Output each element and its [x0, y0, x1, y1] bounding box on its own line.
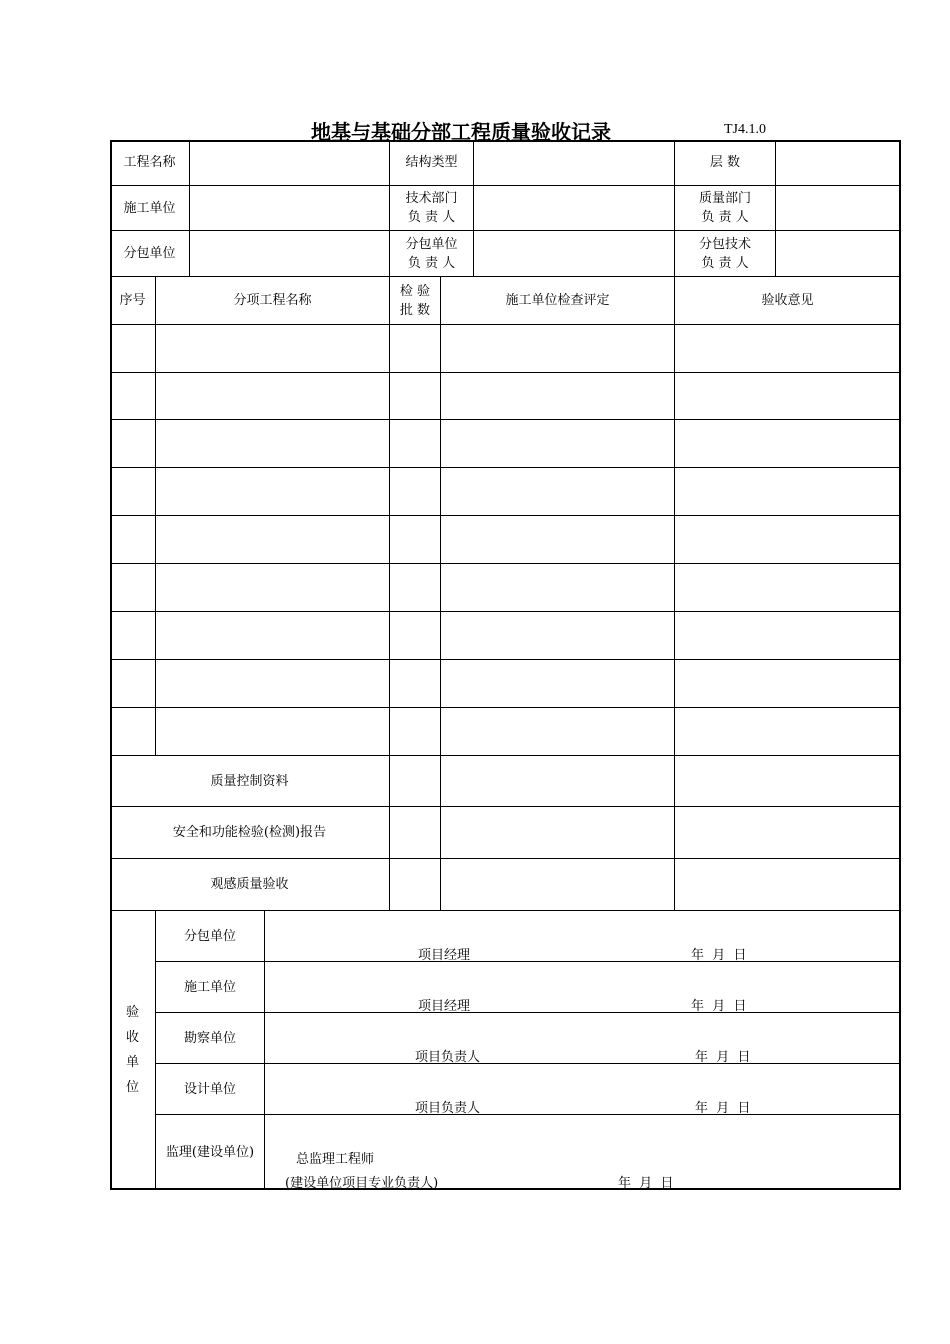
- summary-safety-report-opinion[interactable]: [675, 807, 901, 859]
- unit-subcontract: 分包单位: [156, 911, 265, 962]
- col-acceptance: 验收意见: [675, 277, 901, 325]
- item-row-4-name[interactable]: [156, 468, 390, 516]
- item-row-4-check[interactable]: [441, 468, 675, 516]
- item-row-8-seq[interactable]: [110, 660, 156, 708]
- item-row-2-seq[interactable]: [110, 373, 156, 420]
- unit-design-date: 年 月 日: [695, 1101, 751, 1116]
- summary-safety-report-count[interactable]: [390, 807, 441, 859]
- summary-quality-docs-count[interactable]: [390, 756, 441, 807]
- field-quality-dept-head[interactable]: [776, 186, 901, 231]
- field-tech-dept-head[interactable]: [474, 186, 675, 231]
- item-row-8-name[interactable]: [156, 660, 390, 708]
- unit-supervision-signer-1: 总监理工程师: [296, 1152, 375, 1167]
- unit-design-signer: 项目负责人: [415, 1101, 481, 1116]
- item-row-5-check[interactable]: [441, 516, 675, 564]
- item-row-6-batch[interactable]: [390, 564, 441, 612]
- col-self-check: 施工单位检查评定: [441, 277, 675, 325]
- item-row-2-batch[interactable]: [390, 373, 441, 420]
- field-project-name[interactable]: [190, 140, 390, 186]
- item-row-9-name[interactable]: [156, 708, 390, 756]
- item-row-7-check[interactable]: [441, 612, 675, 660]
- field-construction-unit[interactable]: [190, 186, 390, 231]
- item-row-4-batch[interactable]: [390, 468, 441, 516]
- label-subcontract-unit: 分包单位: [110, 231, 190, 277]
- label-sub-unit-head-line2: 负 责 人: [407, 255, 456, 271]
- unit-survey: 勘察单位: [156, 1013, 265, 1064]
- field-floors[interactable]: [776, 140, 901, 186]
- item-row-9-batch[interactable]: [390, 708, 441, 756]
- label-sub-tech-head-line2: 负 责 人: [701, 255, 749, 271]
- item-row-1-opinion[interactable]: [675, 325, 901, 373]
- unit-construction-date: 年 月 日: [691, 999, 747, 1014]
- item-row-6-check[interactable]: [441, 564, 675, 612]
- item-row-7-name[interactable]: [156, 612, 390, 660]
- form-code: TJ4.1.0: [724, 122, 766, 137]
- item-row-2-opinion[interactable]: [675, 373, 901, 420]
- label-sub-tech-head: [675, 231, 776, 277]
- item-row-8-opinion[interactable]: [675, 660, 901, 708]
- item-row-1-seq[interactable]: [110, 325, 156, 373]
- item-row-1-name[interactable]: [156, 325, 390, 373]
- field-sub-tech-head[interactable]: [776, 231, 901, 277]
- summary-safety-report: 安全和功能检验(检测)报告: [110, 807, 390, 859]
- unit-supervision: 监理(建设单位): [156, 1115, 265, 1190]
- unit-construction-sign-area[interactable]: [265, 962, 901, 1013]
- item-row-9-opinion[interactable]: [675, 708, 901, 756]
- item-row-3-name[interactable]: [156, 420, 390, 468]
- unit-supervision-date: 年 月 日: [618, 1176, 674, 1191]
- item-row-7-opinion[interactable]: [675, 612, 901, 660]
- unit-survey-sign-area[interactable]: [265, 1013, 901, 1064]
- col-item-name: 分项工程名称: [156, 277, 390, 325]
- label-project-name: 工程名称: [110, 140, 190, 186]
- summary-quality-docs-opinion[interactable]: [675, 756, 901, 807]
- summary-safety-report-check[interactable]: [441, 807, 675, 859]
- label-quality-dept-line1: 质量部门: [698, 191, 751, 206]
- field-subcontract-unit[interactable]: [190, 231, 390, 277]
- unit-survey-date: 年 月 日: [695, 1050, 751, 1065]
- label-construction-unit: 施工单位: [110, 186, 190, 231]
- acceptance-char-4: 位: [125, 1080, 139, 1095]
- label-tech-dept-line2: 负 责 人: [407, 210, 456, 225]
- unit-construction-signer: 项目经理: [418, 999, 471, 1014]
- unit-design-sign-area[interactable]: [265, 1064, 901, 1115]
- item-row-5-batch[interactable]: [390, 516, 441, 564]
- item-row-2-name[interactable]: [156, 373, 390, 420]
- item-row-7-seq[interactable]: [110, 612, 156, 660]
- col-batch-line2: 批 数: [399, 302, 431, 318]
- item-row-6-seq[interactable]: [110, 564, 156, 612]
- unit-subcontract-signer: 项目经理: [418, 948, 471, 963]
- acceptance-char-1: 验: [125, 1005, 139, 1020]
- item-row-8-batch[interactable]: [390, 660, 441, 708]
- summary-appearance-count[interactable]: [390, 859, 441, 911]
- item-row-3-batch[interactable]: [390, 420, 441, 468]
- label-sub-unit-head-line1: 分包单位: [405, 236, 458, 252]
- summary-quality-docs-check[interactable]: [441, 756, 675, 807]
- summary-quality-docs: 质量控制资料: [110, 756, 390, 807]
- label-sub-unit-head: [390, 231, 474, 277]
- col-seq: 序号: [110, 277, 156, 325]
- page-title: 地基与基础分部工程质量验收记录: [311, 120, 611, 144]
- unit-supervision-signer-2: (建设单位项目专业负责人): [285, 1176, 439, 1191]
- item-row-3-opinion[interactable]: [675, 420, 901, 468]
- unit-subcontract-sign-area[interactable]: [265, 911, 901, 962]
- label-quality-dept-head: [675, 186, 776, 231]
- item-row-3-seq[interactable]: [110, 420, 156, 468]
- unit-design: 设计单位: [156, 1064, 265, 1115]
- label-tech-dept-line1: 技术部门: [405, 191, 458, 206]
- item-row-5-name[interactable]: [156, 516, 390, 564]
- item-row-5-seq[interactable]: [110, 516, 156, 564]
- item-row-4-seq[interactable]: [110, 468, 156, 516]
- item-row-6-opinion[interactable]: [675, 564, 901, 612]
- item-row-7-batch[interactable]: [390, 612, 441, 660]
- col-batch-line1: 检 验: [399, 283, 431, 299]
- label-floors: 层 数: [675, 140, 776, 186]
- label-sub-tech-head-line1: 分包技术: [698, 236, 751, 252]
- field-structure-type[interactable]: [474, 140, 675, 186]
- summary-appearance-check[interactable]: [441, 859, 675, 911]
- label-tech-dept-head: [390, 186, 474, 231]
- item-row-6-name[interactable]: [156, 564, 390, 612]
- label-quality-dept-line2: 负 责 人: [701, 210, 749, 225]
- item-row-1-batch[interactable]: [390, 325, 441, 373]
- summary-appearance: 观感质量验收: [110, 859, 390, 911]
- summary-appearance-opinion[interactable]: [675, 859, 901, 911]
- acceptance-char-2: 收: [125, 1030, 139, 1045]
- acceptance-char-3: 单: [125, 1055, 139, 1070]
- item-row-4-opinion[interactable]: [675, 468, 901, 516]
- item-row-5-opinion[interactable]: [675, 516, 901, 564]
- col-batch-count: [390, 277, 441, 325]
- item-row-8-check[interactable]: [441, 660, 675, 708]
- item-row-3-check[interactable]: [441, 420, 675, 468]
- item-row-9-check[interactable]: [441, 708, 675, 756]
- field-sub-unit-head[interactable]: [474, 231, 675, 277]
- item-row-1-check[interactable]: [441, 325, 675, 373]
- item-row-9-seq[interactable]: [110, 708, 156, 756]
- label-structure-type: 结构类型: [390, 140, 474, 186]
- unit-construction: 施工单位: [156, 962, 265, 1013]
- unit-subcontract-date: 年 月 日: [691, 948, 747, 963]
- unit-survey-signer: 项目负责人: [415, 1050, 481, 1065]
- item-row-2-check[interactable]: [441, 373, 675, 420]
- acceptance-unit-label: [110, 911, 156, 1190]
